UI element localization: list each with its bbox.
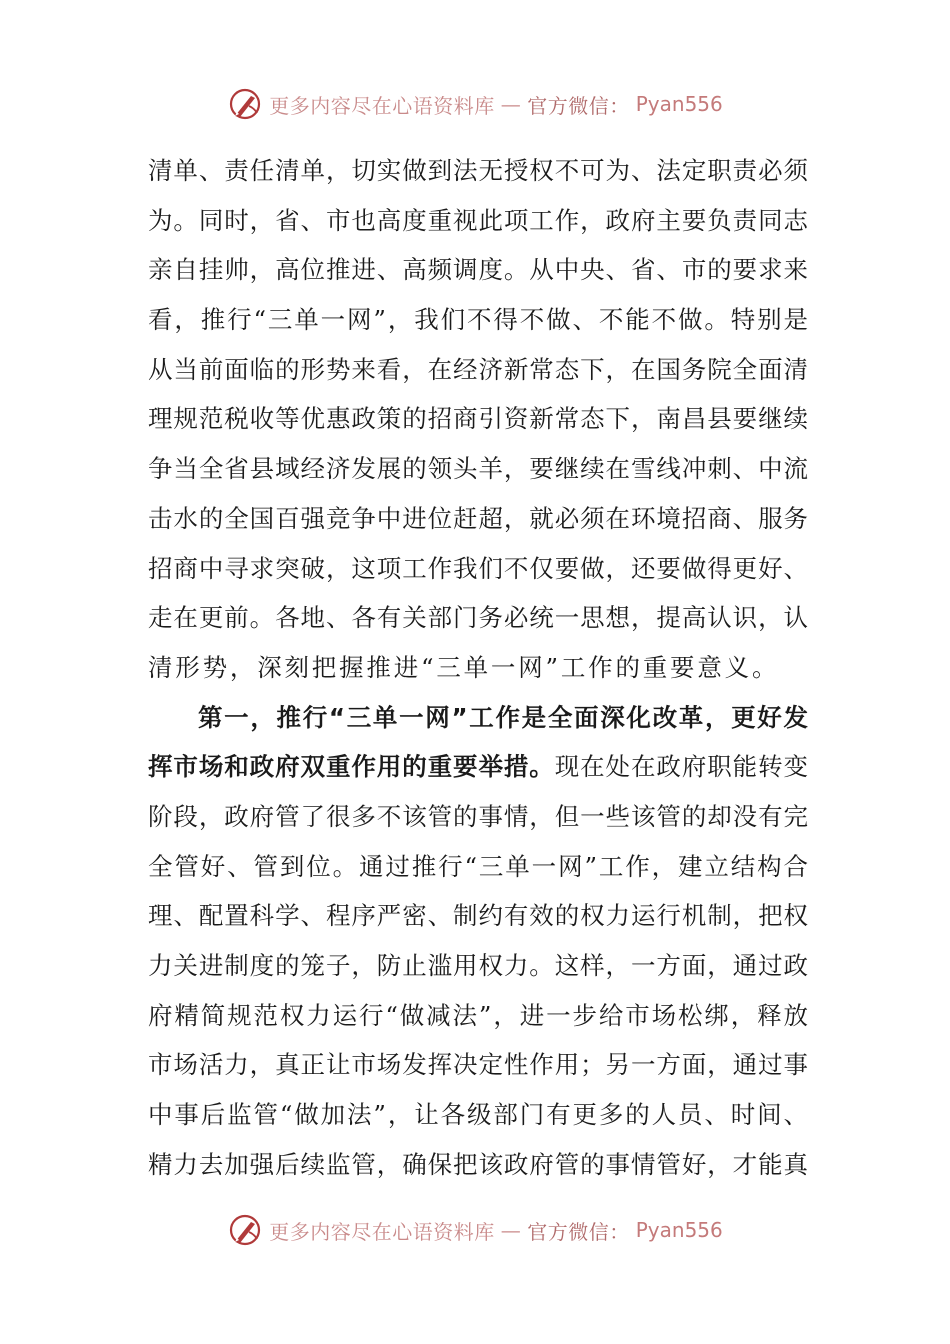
text-line: 争当全省县域经济发展的领头羊，要继续在雪线冲刺、中流 <box>148 454 808 484</box>
header-watermark <box>0 82 950 126</box>
text-line-continuation: 现在处在政府职能转变 <box>554 752 808 782</box>
text-line: 从当前面临的形势来看，在经济新常态下，在国务院全面清 <box>148 354 808 384</box>
text-line: 看，推行“三单一网”，我们不得不做、不能不做。特别是 <box>148 305 808 335</box>
watermark-separator: — <box>500 92 522 116</box>
section-heading-end: 挥市场和政府双重作用的重要举措。 <box>148 752 555 782</box>
paragraph-context <box>148 146 808 693</box>
watermark-wechat-label: 官方微信： <box>527 1219 630 1244</box>
watermark-main-text: 更多内容尽在心语资料库 <box>269 1219 495 1244</box>
text-line: 力关进制度的笼子，防止滥用权力。这样，一方面，通过政 <box>148 951 808 980</box>
text-line: 市场活力，真正让市场发挥决定性作用；另一方面，通过事 <box>148 1050 808 1080</box>
text-line: 精力去加强后续监管，确保把该政府管的事情管好，才能真 <box>148 1149 808 1179</box>
text-line: 中事后监管“做加法”，让各级部门有更多的人员、时间、 <box>148 1100 808 1130</box>
watermark-wechat-id: Pyan556 <box>635 1218 723 1242</box>
text-line: 阶段，政府管了很多不该管的事情，但一些该管的却没有完 <box>148 801 808 831</box>
text-line: 击水的全国百强竞争中进位赶超，就必须在环境招商、服务 <box>148 503 808 533</box>
document-body <box>148 146 808 1189</box>
text-line: 清形势，深刻把握推进“三单一网”工作的重要意义。 <box>148 652 780 682</box>
pen-logo-icon <box>227 86 263 122</box>
text-line-mixed <box>148 742 808 792</box>
section-heading-line: 第一，推行“三单一网”工作是全面深化改革，更好发 <box>198 702 808 732</box>
watermark-main-text: 更多内容尽在心语资料库 <box>269 93 495 118</box>
text-line: 走在更前。各地、各有关部门务必统一思想，提高认识，认 <box>148 603 808 633</box>
text-line: 理规范税收等优惠政策的招商引资新常态下，南昌县要继续 <box>148 404 808 434</box>
text-line: 府精简规范权力运行“做减法”，进一步给市场松绑，释放 <box>148 1000 808 1030</box>
footer-watermark <box>0 1208 950 1252</box>
watermark-separator: — <box>500 1218 522 1242</box>
text-line: 清单、责任清单，切实做到法无授权不可为、法定职责必须 <box>148 156 808 185</box>
text-line: 为。同时，省、市也高度重视此项工作，政府主要负责同志 <box>148 205 808 235</box>
pen-logo-icon <box>227 1212 263 1248</box>
text-line: 招商中寻求突破，这项工作我们不仅要做，还要做得更好、 <box>148 553 808 583</box>
watermark-wechat-id: Pyan556 <box>635 92 723 116</box>
text-line: 理、配置科学、程序严密、制约有效的权力运行机制，把权 <box>148 901 808 931</box>
text-line: 全管好、管到位。通过推行“三单一网”工作，建立结构合 <box>148 851 808 881</box>
paragraph-first-point <box>148 693 808 1190</box>
text-line: 亲自挂帅，高位推进、高频调度。从中央、省、市的要求来 <box>148 255 808 285</box>
watermark-wechat-label: 官方微信： <box>527 93 630 118</box>
